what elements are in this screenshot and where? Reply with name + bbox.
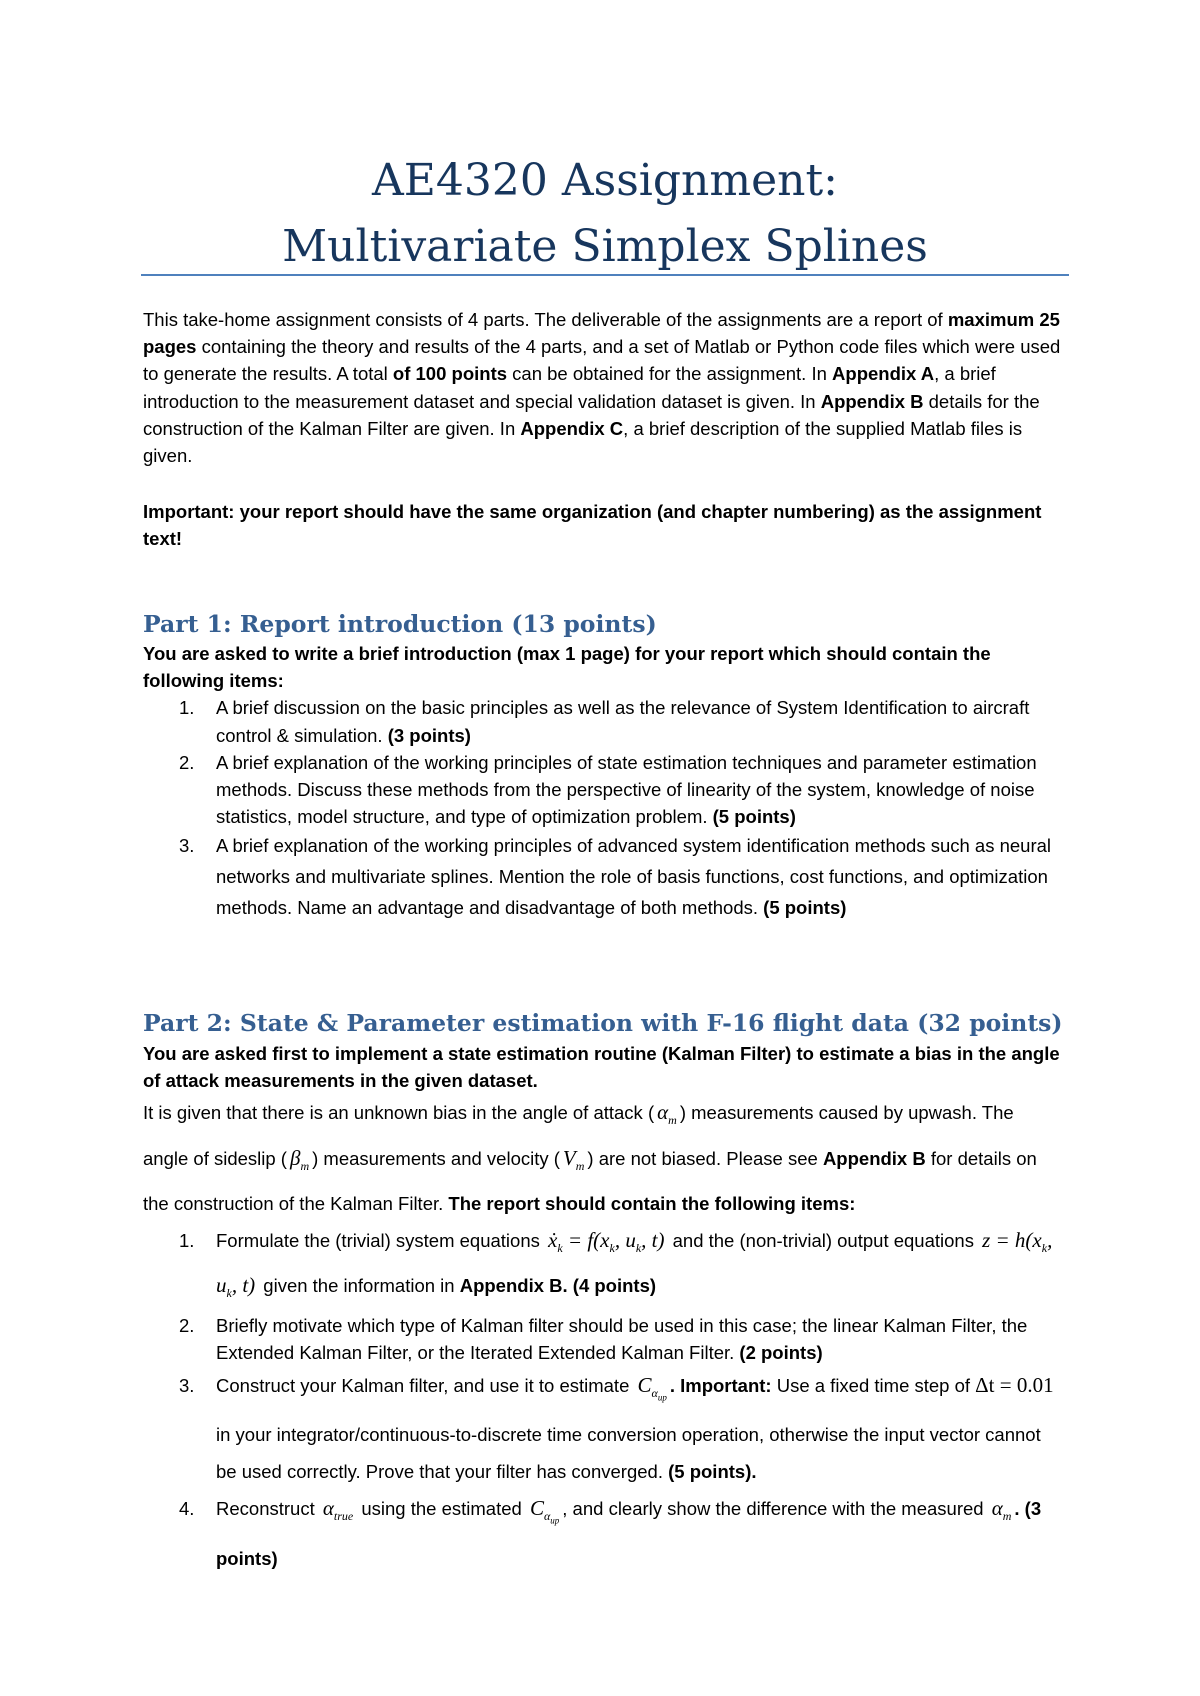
list-item-points: (5 points) bbox=[712, 806, 796, 828]
subscript: k bbox=[557, 1240, 563, 1255]
intro-bold-appendix-c: Appendix C bbox=[520, 417, 624, 439]
list-number: 3. bbox=[179, 1374, 195, 1396]
list-item-text: A brief explanation of the working principles of state estimation techniques and parameter estimation methods. Discuss these methods from the perspective of linearity of the system, knowledge of noise statistics, model structure, and type of optimization problem. bbox=[216, 751, 1037, 828]
important-note: Important: your report should have the same organization (and chapter numbering) as the assignment text! bbox=[143, 501, 1042, 550]
part2-bold-report: The report should contain the following items: bbox=[448, 1192, 856, 1214]
list-item-text: and the (non-trivial) output equations bbox=[667, 1229, 980, 1251]
subscript: up bbox=[550, 1515, 560, 1526]
c-glyph: C bbox=[637, 1372, 652, 1397]
list-number: 2. bbox=[179, 751, 195, 773]
subscript: true bbox=[333, 1509, 354, 1524]
list-item bbox=[143, 1367, 1063, 1491]
intro-text: containing the theory and results of the 4 parts, and a set of Matlab or Python code files which were used to generate the results. A total bbox=[143, 336, 1061, 385]
list-number: 1. bbox=[179, 1229, 195, 1251]
list-item bbox=[143, 1490, 1063, 1577]
intro-text: can be obtained for the assignment. In bbox=[507, 363, 833, 385]
document-title bbox=[143, 148, 1067, 280]
eq-glyph: = f(x bbox=[562, 1227, 610, 1252]
list-number: 4. bbox=[179, 1498, 195, 1520]
part1-lead: You are asked to write a brief introduction (max 1 page) for your report which should contain the following items: bbox=[143, 643, 991, 692]
intro-paragraph bbox=[143, 306, 1063, 469]
part1-list bbox=[143, 694, 1063, 923]
list-item bbox=[143, 1312, 1063, 1366]
part2-bold-appendix-b: Appendix B bbox=[822, 1147, 926, 1169]
eq-glyph: z = h(x bbox=[982, 1227, 1042, 1252]
list-item bbox=[143, 694, 1063, 748]
list-number: 2. bbox=[179, 1315, 195, 1337]
system-equation bbox=[545, 1227, 667, 1255]
list-item bbox=[143, 830, 1063, 923]
intro-text: , a brief description of the supplied Matlab files is given. bbox=[143, 417, 1023, 467]
intro-bold-appendix-b: Appendix B bbox=[820, 390, 924, 412]
eq-glyph: , t) bbox=[641, 1227, 665, 1252]
list-item-points: (3 points) bbox=[387, 724, 471, 746]
part2-body bbox=[143, 1040, 1063, 1577]
list-item-text: in your integrator/continuous-to-discrete time conversion operation, otherwise the input vector cannot be used correctly. Prove that your filter has converged. bbox=[216, 1424, 1041, 1483]
part2-text: It is given that there is an unknown bias in the angle of attack ( bbox=[143, 1102, 655, 1124]
eq-glyph: , u bbox=[216, 1227, 1053, 1297]
list-item bbox=[143, 1222, 1063, 1312]
list-item-text: Use a fixed time step of bbox=[771, 1374, 976, 1396]
part1-body bbox=[143, 640, 1063, 923]
intro-bold-points: of 100 points bbox=[392, 363, 508, 385]
eq-glyph: , t) bbox=[231, 1272, 256, 1297]
subscript: k bbox=[226, 1286, 232, 1301]
v-glyph: V bbox=[562, 1145, 576, 1170]
eq-glyph: , u bbox=[614, 1227, 636, 1252]
time-step-expression: Δt = 0.01 bbox=[975, 1372, 1054, 1397]
list-number: 3. bbox=[179, 835, 195, 857]
list-item-text: given the information in bbox=[258, 1274, 460, 1296]
alpha-m-symbol bbox=[654, 1100, 680, 1128]
c-alpha-up-symbol bbox=[635, 1372, 670, 1403]
list-item-points: . (3 points) bbox=[216, 1498, 1042, 1569]
subscript: m bbox=[575, 1158, 585, 1173]
eq-glyph: ẋ bbox=[548, 1227, 558, 1252]
subscript bbox=[651, 1385, 667, 1403]
subscript: m bbox=[668, 1113, 677, 1128]
list-item-text: A brief discussion on the basic principles as well as the relevance of System Identification to aircraft control & simulation. bbox=[216, 697, 1030, 746]
list-item-text: Construct your Kalman filter, and use it to estimate bbox=[216, 1374, 635, 1396]
intro-text: details for the construction of the Kalman Filter are given. In bbox=[143, 390, 1040, 439]
subscript: k bbox=[635, 1240, 642, 1255]
alpha-true-symbol bbox=[320, 1496, 356, 1524]
alpha-glyph: α bbox=[657, 1100, 669, 1125]
list-item-points: Appendix B. (4 points) bbox=[459, 1274, 657, 1296]
beta-glyph: β bbox=[289, 1145, 301, 1170]
subscript: up bbox=[657, 1392, 667, 1403]
list-item-text: using the estimated bbox=[356, 1498, 527, 1520]
subscript: m bbox=[1002, 1509, 1012, 1524]
list-item-text: Reconstruct bbox=[216, 1498, 320, 1520]
list-item-points: (5 points). bbox=[668, 1461, 757, 1483]
part2-paragraph bbox=[143, 1094, 1063, 1221]
subscript: m bbox=[300, 1158, 310, 1173]
title-line-1: AE4320 Assignment: bbox=[372, 155, 838, 206]
part2-text: ) measurements and velocity ( bbox=[312, 1147, 560, 1169]
c-alpha-up-symbol bbox=[527, 1496, 562, 1526]
alpha-m-symbol bbox=[989, 1496, 1015, 1524]
list-number: 1. bbox=[179, 697, 195, 719]
beta-m-symbol bbox=[287, 1145, 312, 1173]
list-item-points: (5 points) bbox=[763, 897, 847, 919]
list-item-text: A brief explanation of the working principles of advanced system identification methods such as neural networks and multivariate splines. Mention the role of basis functions, cost functions, and optimization methods. Name an advantage and disadvantage of both methods. bbox=[216, 835, 1052, 919]
list-item-bold: . Important: bbox=[669, 1374, 772, 1396]
subscript: k bbox=[1041, 1240, 1048, 1255]
intro-text: This take-home assignment consists of 4 parts. The deliverable of the assignments are a report of bbox=[143, 309, 943, 330]
part2-text: ) are not biased. Please see bbox=[587, 1147, 823, 1169]
part2-text: for details on the construction of the Kalman Filter. bbox=[143, 1147, 1037, 1214]
part2-list bbox=[143, 1222, 1063, 1577]
list-item bbox=[143, 749, 1063, 831]
list-item-text: Formulate the (trivial) system equations bbox=[216, 1229, 546, 1251]
alpha-glyph: α bbox=[651, 1385, 658, 1400]
v-m-symbol bbox=[560, 1145, 588, 1173]
alpha-glyph: α bbox=[543, 1509, 551, 1524]
part2-heading: Part 2: State & Parameter estimation with F-16 flight data (32 points) bbox=[143, 1009, 1063, 1037]
intro-bold-appendix-a: Appendix A bbox=[832, 363, 935, 385]
subscript: k bbox=[609, 1240, 615, 1255]
list-item-text: Briefly motivate which type of Kalman filter should be used in this case; the linear Kalman Filter, the Extended Kalman Filter, or the Iterated Extended Kalman Filter. bbox=[216, 1315, 1028, 1364]
intro-text: , a brief introduction to the measurement dataset and special validation dataset is given. In bbox=[143, 363, 996, 412]
part2-lead: You are asked first to implement a state estimation routine (Kalman Filter) to estimate a bias in the angle of attack measurements in the given dataset. bbox=[143, 1043, 1060, 1092]
alpha-glyph: α bbox=[991, 1496, 1003, 1521]
part2-text: ) measurements caused by upwash. The angle of sideslip ( bbox=[143, 1102, 1014, 1169]
list-item-text: , and clearly show the difference with the measured bbox=[562, 1498, 989, 1520]
title-divider bbox=[141, 274, 1069, 276]
c-glyph: C bbox=[529, 1496, 544, 1521]
intro-bold-pages: maximum 25 pages bbox=[143, 309, 1060, 358]
title-line-2: Multivariate Simplex Splines bbox=[282, 221, 928, 272]
subscript bbox=[543, 1509, 560, 1526]
alpha-glyph: α bbox=[322, 1496, 334, 1521]
list-item-points: (2 points) bbox=[739, 1342, 823, 1364]
part1-heading: Part 1: Report introduction (13 points) bbox=[143, 610, 657, 638]
